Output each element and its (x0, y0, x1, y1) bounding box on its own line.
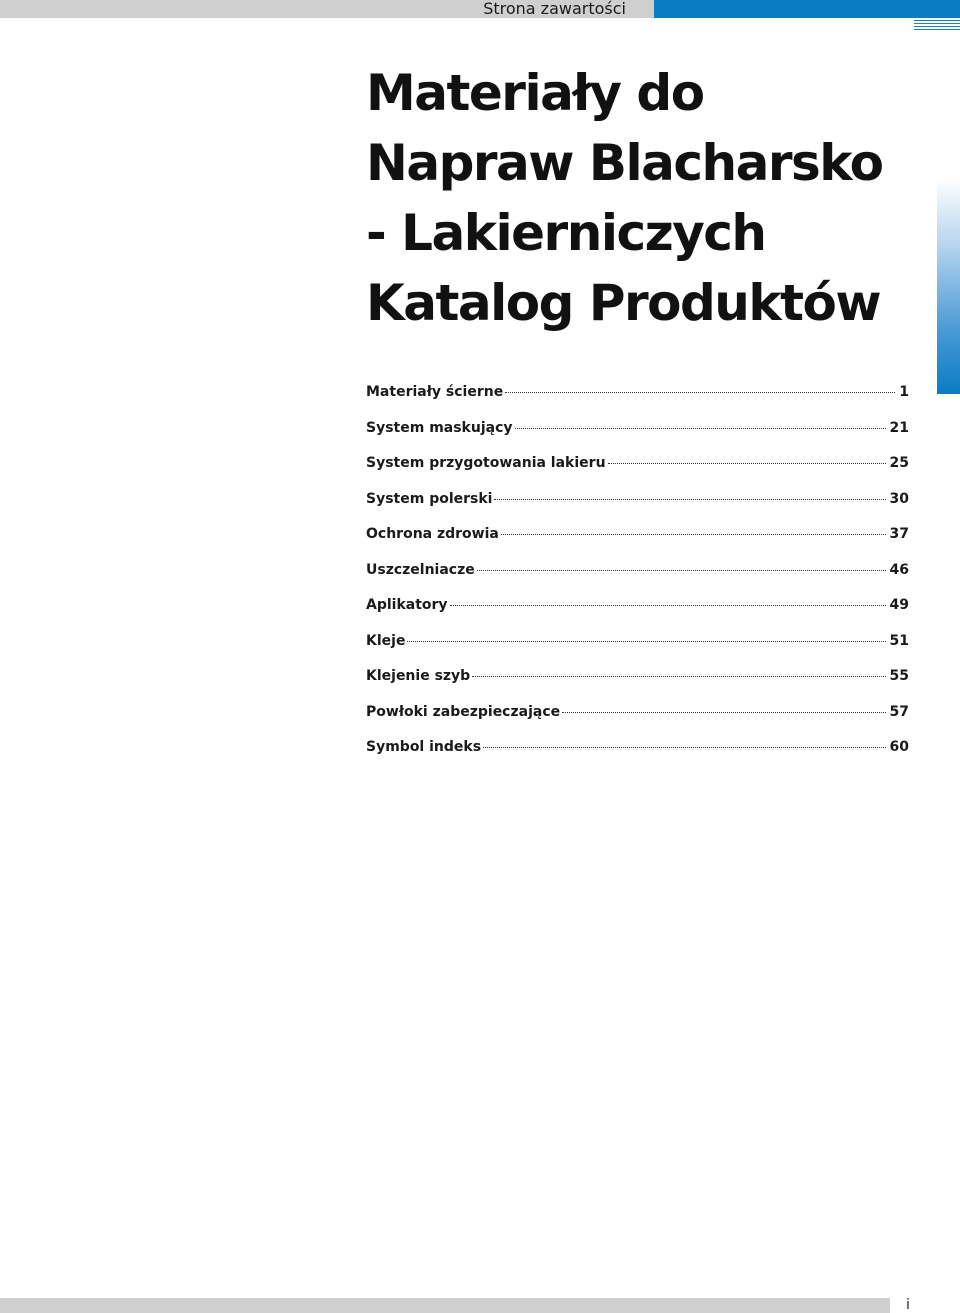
toc-label: Powłoki zabezpieczające (366, 703, 561, 720)
toc-leader-dots (505, 392, 895, 393)
toc-leader-dots (501, 534, 886, 535)
toc-entry-ochrona-zdrowia[interactable] (366, 526, 909, 562)
toc-leader-dots (608, 463, 886, 464)
decorative-stripes (914, 20, 960, 32)
toc-page-number: 51 (889, 632, 909, 649)
toc-label: Uszczelniacze (366, 561, 475, 578)
toc-entry-aplikatory[interactable] (366, 597, 909, 633)
toc-entry-system-polerski[interactable] (366, 491, 909, 527)
page-title (366, 58, 936, 338)
section-label: Strona zawartości (483, 0, 626, 18)
toc-leader-dots (407, 641, 885, 642)
toc-page-number: 49 (889, 597, 909, 613)
toc-label: Materiały ścierne (366, 384, 504, 400)
footer-bar-grey (0, 1298, 890, 1313)
toc-entry-uszczelniacze[interactable] (366, 562, 909, 598)
side-gradient-tab (937, 178, 960, 394)
toc-label: System przygotowania lakieru (366, 455, 606, 471)
toc-page-number: 57 (889, 703, 909, 720)
toc-leader-dots (494, 499, 885, 500)
toc-leader-dots (483, 747, 885, 748)
toc-entry-system-maskujacy[interactable] (366, 420, 909, 456)
toc-page-number: 60 (889, 739, 909, 755)
toc-leader-dots (562, 712, 885, 713)
header-bar-blue (654, 0, 960, 18)
footer-page-number: i (906, 1297, 910, 1313)
toc-entry-powloki-zabezpieczajace[interactable] (366, 704, 909, 740)
toc-page-number: 46 (889, 561, 909, 578)
toc-page-number: 25 (889, 455, 909, 471)
toc-entry-system-przygotowania-lakieru[interactable] (366, 455, 909, 491)
toc-entry-symbol-indeks[interactable] (366, 739, 909, 775)
toc-label: Kleje (366, 632, 406, 649)
toc-leader-dots (477, 570, 886, 571)
toc-leader-dots (515, 428, 886, 429)
toc-label: System maskujący (366, 419, 513, 436)
toc-page-number: 55 (889, 668, 909, 684)
toc-entry-materialy-scierne[interactable] (366, 384, 909, 420)
toc-page-number: 1 (899, 384, 909, 400)
table-of-contents (366, 384, 909, 775)
title-line: Katalog Produktów (366, 274, 881, 332)
title-line: Napraw Blacharsko (366, 134, 883, 192)
toc-page-number: 37 (889, 526, 909, 542)
toc-page-number: 30 (889, 490, 909, 507)
toc-label: Symbol indeks (366, 739, 482, 755)
toc-leader-dots (450, 605, 886, 606)
toc-label: Klejenie szyb (366, 668, 471, 684)
toc-page-number: 21 (889, 419, 909, 436)
title-line: - Lakierniczych (366, 204, 766, 262)
toc-label: Aplikatory (366, 597, 448, 613)
toc-label: Ochrona zdrowia (366, 526, 499, 542)
toc-entry-kleje[interactable] (366, 633, 909, 669)
title-line: Materiały do (366, 64, 704, 122)
toc-label: System polerski (366, 490, 493, 507)
toc-entry-klejenie-szyb[interactable] (366, 668, 909, 704)
toc-leader-dots (472, 676, 885, 677)
